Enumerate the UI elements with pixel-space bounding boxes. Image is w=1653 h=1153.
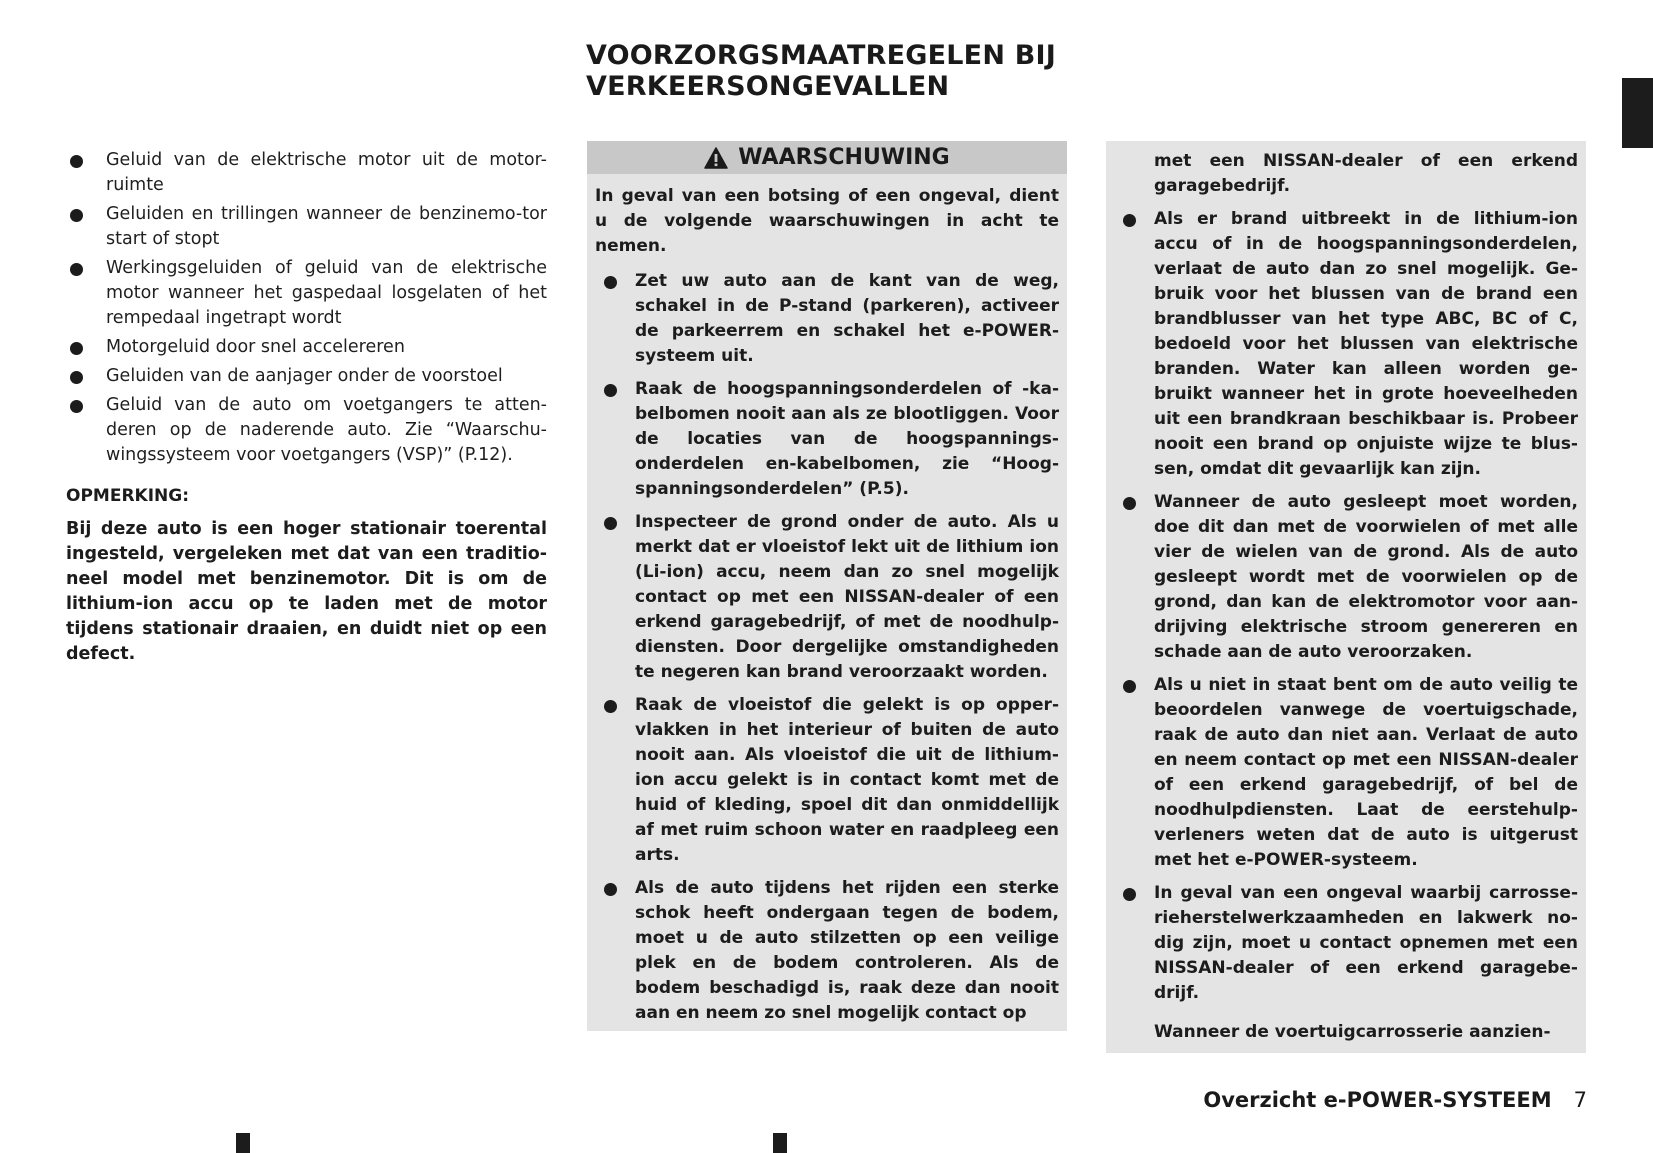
warning-continuation-box — [1106, 141, 1586, 1053]
list-item: Geluiden van de aanjager onder de voorstoel — [66, 364, 547, 389]
note-heading: OPMERKING: — [66, 486, 190, 506]
warning-item: Als u niet in staat bent om de auto veilig te beoordelen vanwege de voertuigschade, raak de auto dan niet aan. Verlaat de auto en neem contact op met een NISSAN-dealer of een erkend garagebedrijf, of bel de noodhulpdiensten. Laat de eerstehulp-verleners weten dat de auto is uitgerust met het e-POWER-systeem. — [1114, 673, 1578, 873]
continuation-list — [1114, 207, 1578, 1006]
bullet-icon — [70, 155, 83, 168]
left-column — [66, 148, 547, 667]
continuation-trail: Wanneer de voertuigcarrosserie aanzien- — [1154, 1022, 1551, 1042]
warning-item: Als er brand uitbreekt in de lithium-ion accu of in de hoogspanningsonderdelen, verlaat de auto dan zo snel mogelijk. Ge-bruik voor het blussen van de brand een brandblusser van het type ABC, BC of C, bedoeld voor het blussen van elektrische branden. Water kan alleen worden ge-bruikt wanneer het in grote hoeveelheden uit een brandkraan beschikbaar is. Probeer nooit een brand op onjuiste wijze te blus-sen, omdat dit gevaarlijk kan zijn. — [1114, 207, 1578, 482]
warning-title: WAARSCHUWING — [738, 145, 950, 170]
crop-mark — [236, 1133, 250, 1153]
warning-list — [595, 269, 1059, 1026]
warning-box — [587, 141, 1067, 1031]
warning-intro: In geval van een botsing of een ongeval, dient u de volgende waarschuwingen in acht te nemen. — [595, 186, 1059, 256]
page-number: 7 — [1573, 1088, 1587, 1112]
warning-header — [587, 141, 1067, 174]
list-item: Werkingsgeluiden of geluid van de elektrische motor wanneer het gaspedaal losgelaten of het rempedaal ingetrapt wordt — [66, 256, 547, 331]
section-title-line-2: VERKEERSONGEVALLEN — [586, 71, 950, 102]
section-title — [586, 40, 1066, 102]
footer-chapter-title: Overzicht e-POWER-SYSTEEM — [1203, 1088, 1552, 1112]
bullet-icon — [70, 400, 83, 413]
bullet-icon — [70, 263, 83, 276]
bullet-icon — [604, 384, 617, 397]
warning-item: Raak de vloeistof die gelekt is op opper-vlakken in het interieur of buiten de auto nooit aan. Als vloeistof die uit de lithium-ion accu gelekt is in contact komt met de huid of kleding, spoel dit dan onmiddellijk af met ruim schoon water en raadpleeg een arts. — [595, 693, 1059, 868]
warning-item: Inspecteer de grond onder de auto. Als u merkt dat er vloeistof lekt uit de lithium ion (Li-ion) accu, neem dan zo snel mogelijk contact op met een NISSAN-dealer of een erkend garagebedrijf, of met de noodhulp-diensten. Door dergelijke omstandigheden te negeren kan brand veroorzaakt worden. — [595, 510, 1059, 685]
warning-item: Wanneer de auto gesleept moet worden, doe dit dan met de voorwielen of met alle vier de wielen van de grond. Als de auto gesleept wordt met de voorwielen op de grond, dan kan de elektromotor voor aan-drijving elektrische stroom genereren en schade aan de auto veroorzaken. — [1114, 490, 1578, 665]
bullet-icon — [70, 342, 83, 355]
cross-reference-text: Geluid van de auto om voetgangers te atten-deren op de naderende auto. Zie “Waarschu-wingssysteem voor voetgangers (VSP)” (P.12). — [106, 395, 547, 465]
bullet-icon — [604, 700, 617, 713]
list-item — [66, 393, 547, 468]
list-item: Motorgeluid door snel accelereren — [66, 335, 547, 360]
bullet-icon — [70, 209, 83, 222]
crop-mark — [773, 1133, 787, 1153]
page-footer — [1190, 1088, 1587, 1112]
bullet-icon — [70, 371, 83, 384]
bullet-icon — [1123, 680, 1136, 693]
bullet-icon — [1123, 214, 1136, 227]
bullet-icon — [604, 883, 617, 896]
list-item: Geluiden en trillingen wanneer de benzinemo-tor start of stopt — [66, 202, 547, 252]
bullet-icon — [1123, 888, 1136, 901]
warning-item: Als de auto tijdens het rijden een sterke schok heeft ondergaan tegen de bodem, moet u de auto stilzetten op een veilige plek en de bodem controleren. Als de bodem beschadigd is, raak deze dan nooit aan en neem zo snel mogelijk contact op — [595, 876, 1059, 1026]
note-body: Bij deze auto is een hoger stationair toerental ingesteld, vergeleken met dat van een traditio-neel model met benzinemotor. Dit is om de lithium-ion accu op te laden met de motor tijdens stationair draaien, en duidt niet op een defect. — [66, 519, 547, 664]
warning-item: Zet uw auto aan de kant van de weg, schakel in de P-stand (parkeren), activeer de parkeerrem en schakel het e-POWER-systeem uit. — [595, 269, 1059, 369]
chapter-thumb-tab — [1622, 78, 1653, 148]
warning-item: Raak de hoogspanningsonderdelen of -ka-belbomen nooit aan als ze blootliggen. Voor de locaties van de hoogspannings-onderdelen en-kabelbomen, zie “Hoog-spanningsonderdelen” (P.5). — [595, 377, 1059, 502]
list-item: Geluid van de elektrische motor uit de motor-ruimte — [66, 148, 547, 198]
warning-item: In geval van een ongeval waarbij carrosse-rieherstelwerkzaamheden en lakwerk no-dig zijn, moet u contact opnemen met een NISSAN-dealer of een erkend garagebe-drijf. — [1114, 881, 1578, 1006]
bullet-icon — [1123, 497, 1136, 510]
bullet-icon — [604, 276, 617, 289]
continuation-lead: met een NISSAN-dealer of een erkend garagebedrijf. — [1154, 151, 1578, 196]
noise-list — [66, 148, 547, 468]
warning-triangle-icon — [704, 147, 728, 169]
bullet-icon — [604, 517, 617, 530]
section-title-line-1: VOORZORGSMAATREGELEN BIJ — [586, 40, 1056, 71]
